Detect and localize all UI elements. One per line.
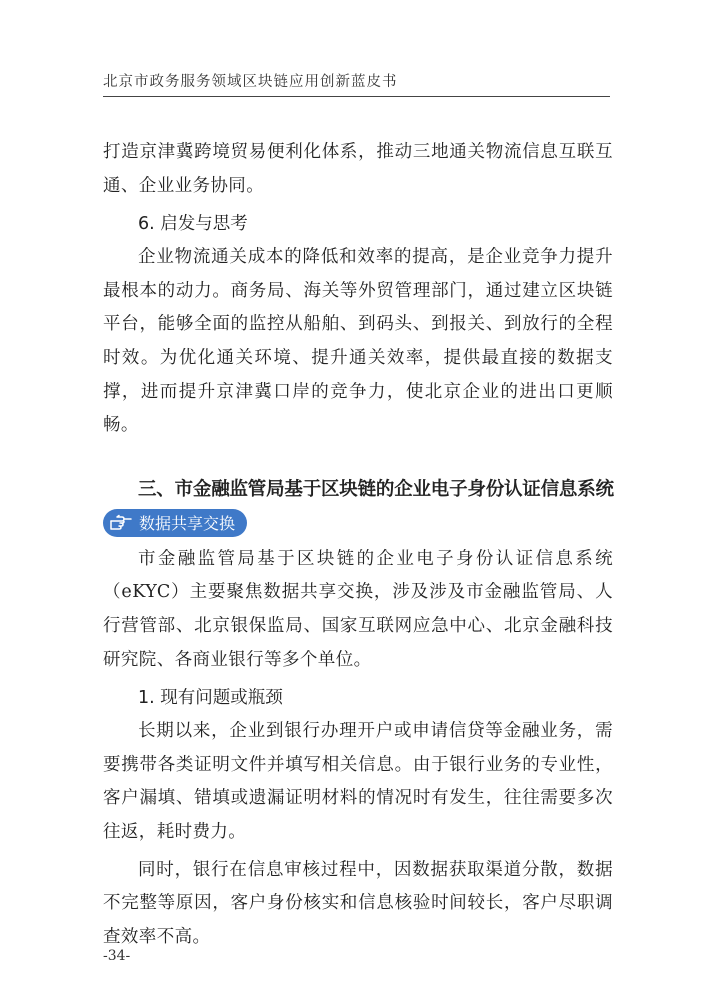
pointing-hand-icon — [109, 514, 133, 532]
intro-paragraph: 市金融监管局基于区块链的企业电子身份认证信息系统（eKYC）主要聚焦数据共享交换，涉及涉及市金融监管局、人行营管部、北京银保监局、国家互联网应急中心、北京金融科技研究院、各商业银行等多个单位。 — [103, 548, 613, 670]
continuation-paragraph: 打造京津冀跨境贸易便利化体系，推动三地通关物流信息互联互通、企业业务协同。 — [103, 142, 613, 196]
subheading-inspiration: 6. 启发与思考 — [138, 214, 248, 235]
header-rule — [103, 96, 610, 97]
running-header: 北京市政务服务领域区块链应用创新蓝皮书 — [103, 74, 398, 90]
problem-paragraph-1: 长期以来，企业到银行办理开户或申请信贷等金融业务，需要携带各类证明文件并填写相关信息。由于银行业务的专业性，客户漏填、错填或遗漏证明材料的情况时有发生，往往需要多次往返，耗时费力。 — [103, 721, 613, 842]
page-body — [103, 136, 613, 954]
problem-paragraph-2: 同时，银行在信息审核过程中，因数据获取渠道分散，数据不完整等原因，客户身份核实和信息核验时间较长，客户尽职调查效率不高。 — [103, 859, 613, 947]
page-number: -34- — [103, 948, 131, 964]
subheading-problems: 1. 现有问题或瓶颈 — [138, 688, 283, 709]
category-tag — [103, 509, 247, 537]
section-title: 三、市金融监管局基于区块链的企业电子身份认证信息系统 — [138, 478, 614, 500]
inspiration-paragraph: 企业物流通关成本的降低和效率的提高，是企业竞争力提升最根本的动力。商务局、海关等外贸管理部门，通过建立区块链平台，能够全面的监控从船舶、到码头、到报关、到放行的全程时效。为优化通关环境、提升通关效率，提供最直接的数据支撑，进而提升京津冀口岸的竞争力，使北京企业的进出口更顺畅。 — [103, 247, 613, 436]
category-tag-label: 数据共享交换 — [139, 514, 236, 534]
